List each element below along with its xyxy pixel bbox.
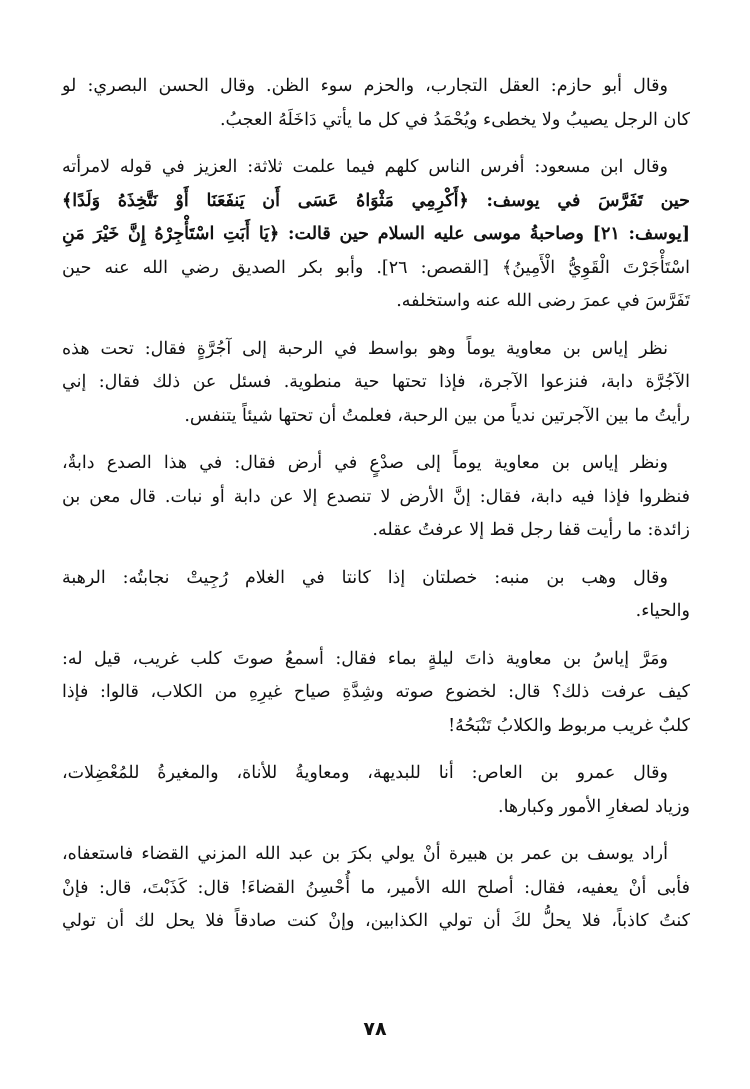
text-line: اسْتَأْجَرْتَ الْقَوِيُّ الْأَمِينُ﴾ [القصص: ٢٦]. وأبو بكر الصديق رضي الله عنه حين <box>62 257 690 278</box>
text-line: والحياء. <box>635 601 690 621</box>
text-line: وزياد لصغارِ الأمور وكبارها. <box>498 796 690 817</box>
text-line: تَفَرَّسَ في عمرَ رضى الله عنه واستخلفه. <box>396 291 690 311</box>
text-line: كنتُ كاذباً، فلا يحلُّ لكَ أن تولي الكذابين، وإنْ كنت صادقاً فلا يحل لك أن تولي <box>62 911 690 931</box>
text-line: أراد يوسف بن عمر بن هبيرة أنْ يولي بكرَ بن عبد الله المزني القضاء فاستعفاه، <box>62 844 668 864</box>
page-body <box>62 70 690 953</box>
text-line: كان الرجل يصيبُ ولا يخطىء ويُحْمَدُ في كل ما يأتي دَاخَلَهُ العجبُ. <box>219 109 690 130</box>
text-line: نظر إياس بن معاوية يوماً وهو بواسط في الرحبة إلى آجُرَّةٍ فقال: تحت هذه <box>62 338 668 359</box>
paragraph-iyas-crack <box>62 447 690 548</box>
text-line: فأبى أنْ يعفيه، فقال: أصلح الله الأمير، ما أُحْسِنُ القضاءَ! قال: كَذَبْتَ، قال: فإنْ <box>62 877 690 898</box>
text-line: [يوسف: ٢١] وصاحبةُ موسى عليه السلام حين قالت: ﴿يَا أَبَتِ اسْتَأْجِرْهُ إِنَّ خَيْرَ مَنِ <box>62 224 690 244</box>
paragraph-iyas-brick <box>62 333 690 434</box>
text-line: وقال أبو حازم: العقل التجارب، والحزم سوء الظن. وقال الحسن البصري: لو <box>62 76 668 96</box>
text-line: زائدة: ما رأيت قفا رجل قط إلا عرفتُ عقله. <box>372 520 690 540</box>
text-line: وقال عمرو بن العاص: أنا للبديهة، ومعاويةُ للأناة، والمغيرةُ للمُعْضِلات، <box>62 763 668 783</box>
text-line: ومَرَّ إياسُ بن معاوية ذاتَ ليلةٍ بماء فقال: أسمعُ صوتَ كلب غريب، قيل له: <box>62 648 668 669</box>
page-number: ٧٨ <box>363 1018 387 1040</box>
text-line: حين تَفَرَّسَ في يوسف: ﴿أَكْرِمِي مَثْوَاهُ عَسَى أَن يَنفَعَنَا أَوْ نَتَّخِذَهُ وَلَدًا﴾ <box>62 190 690 211</box>
paragraph-iyas-dog <box>62 643 690 744</box>
text-line: كلبٌ غريب مربوط والكلابُ تَنْبَحُهُ! <box>448 715 690 736</box>
paragraph-ibn-masud <box>62 151 690 319</box>
text-line: الآجُرَّة دابة، فنزعوا الآجرة، فإذا تحتها حية منطوية. فسئل عن ذلك فقال: إني <box>62 372 690 392</box>
paragraph-amr <box>62 757 690 824</box>
text-line: وقال ابن مسعود: أفرس الناس كلهم فيما علمت ثلاثة: العزيز في قوله لامرأته <box>62 157 668 177</box>
paragraph-wahb <box>62 562 690 629</box>
text-line: وقال وهب بن منبه: خصلتان إذا كانتا في الغلام رُجِيتْ نجابتُه: الرهبة <box>62 567 668 588</box>
paragraph-yusuf <box>62 838 690 939</box>
text-line: كيف عرفت ذلك؟ قال: لخضوع صوته وشِدَّةِ صياح غيرِهِ من الكلاب، قالوا: فإذا <box>62 682 690 702</box>
text-line: ونظر إياس بن معاوية يوماً إلى صدْعٍ في أرض فقال: في هذا الصدع دابةٌ، <box>62 453 668 473</box>
text-line: فنظروا فإذا فيه دابة، فقال: إنَّ الأرض لا تنصدع إلا عن دابة أو نبات. قال معن بن <box>62 486 690 507</box>
text-line: رأيتُ ما بين الآجرتين ندياً من بين الرحبة، فعلمتُ أن تحتها شيئاً يتنفس. <box>184 405 690 426</box>
paragraph-abu-hazim <box>62 70 690 137</box>
